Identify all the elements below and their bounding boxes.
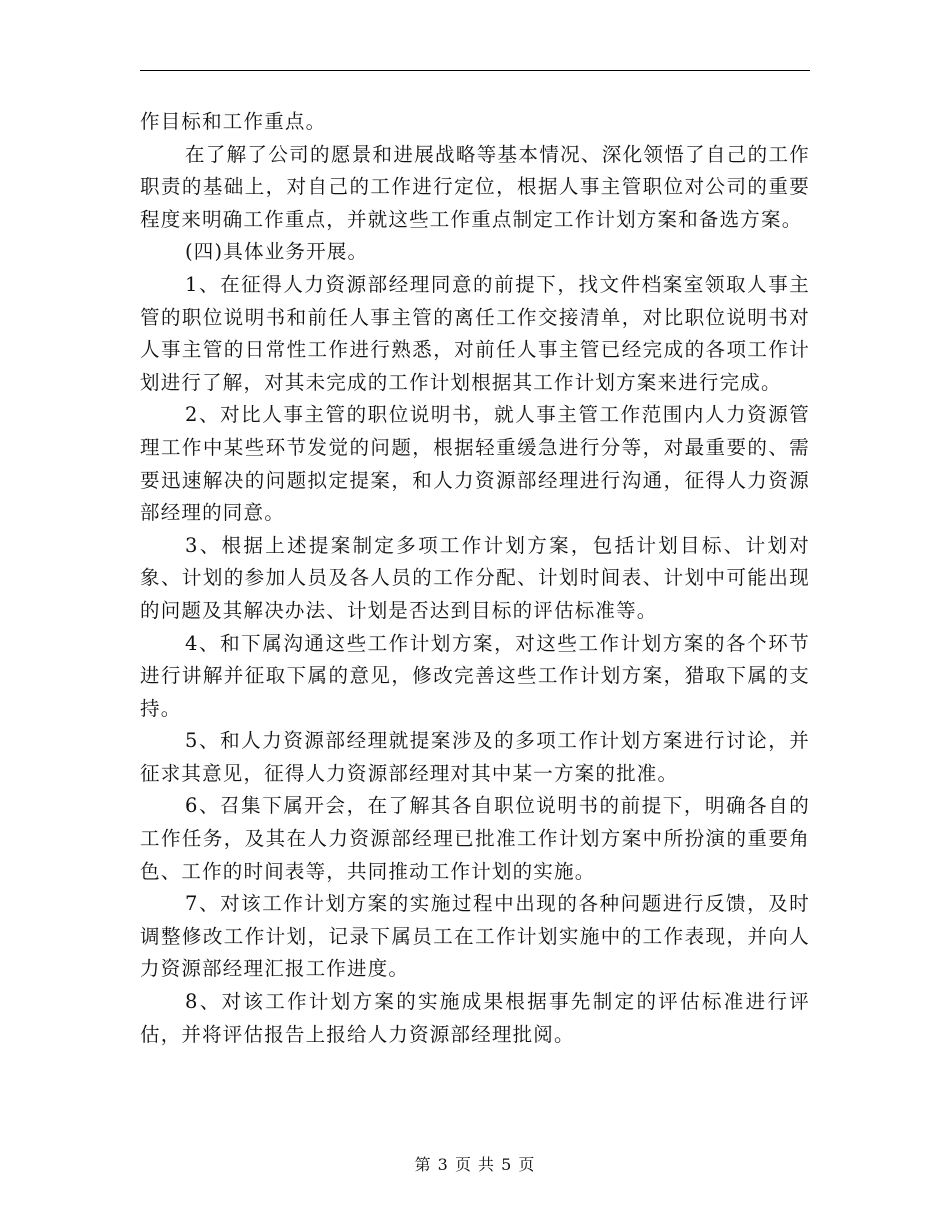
- paragraph-2: 在了解了公司的愿景和进展战略等基本情况、深化领悟了自己的工作职责的基础上，对自己的工作进行定位，根据人事主管职位对公司的重要程度来明确工作重点，并就这些工作重点制定工作计划方案和备选方案。: [140, 142, 810, 231]
- list-item-6: 6、召集下属开会，在了解其各自职位说明书的前提下，明确各自的工作任务，及其在人力资源部经理已批准工作计划方案中所扮演的重要角色、工作的时间表等，共同推动工作计划的实施。: [140, 794, 810, 883]
- list-item-2: 2、对比人事主管的职位说明书，就人事主管工作范围内人力资源管理工作中某些环节发觉的问题，根据轻重缓急进行分等，对最重要的、需要迅速解决的问题拟定提案，和人力资源部经理进行沟通，征得人力资源部经理的同意。: [140, 403, 810, 525]
- document-body: [140, 106, 810, 1051]
- paragraph-1: 作目标和工作重点。: [140, 110, 327, 133]
- section-heading: (四)具体业务开展。: [185, 240, 369, 264]
- page-footer: [0, 1152, 950, 1175]
- list-item-5: 5、和人力资源部经理就提案涉及的多项工作计划方案进行讨论，并征求其意见，征得人力资源部经理对其中某一方案的批准。: [140, 729, 810, 785]
- list-item-8: 8、对该工作计划方案的实施成果根据事先制定的评估标准进行评估，并将评估报告上报给人力资源部经理批阅。: [140, 990, 810, 1046]
- page-number: 第 3 页 共 5 页: [414, 1155, 536, 1174]
- list-item-1: 1、在征得人力资源部经理同意的前提下，找文件档案室领取人事主管的职位说明书和前任人事主管的离任工作交接清单，对比职位说明书对人事主管的日常性工作进行熟悉，对前任人事主管已经完成的各项工作计划进行了解，对其未完成的工作计划根据其工作计划方案来进行完成。: [140, 272, 810, 394]
- list-item-4: 4、和下属沟通这些工作计划方案，对这些工作计划方案的各个环节进行讲解并征取下属的意见，修改完善这些工作计划方案，猎取下属的支持。: [140, 631, 810, 720]
- list-item-7: 7、对该工作计划方案的实施过程中出现的各种问题进行反馈，及时调整修改工作计划，记录下属员工在工作计划实施中的工作表现，并向人力资源部经理汇报工作进度。: [140, 892, 810, 981]
- header-rule: [140, 70, 810, 71]
- list-item-3: 3、根据上述提案制定多项工作计划方案，包括计划目标、计划对象、计划的参加人员及各人员的工作分配、计划时间表、计划中可能出现的问题及其解决办法、计划是否达到目标的评估标准等。: [140, 533, 810, 622]
